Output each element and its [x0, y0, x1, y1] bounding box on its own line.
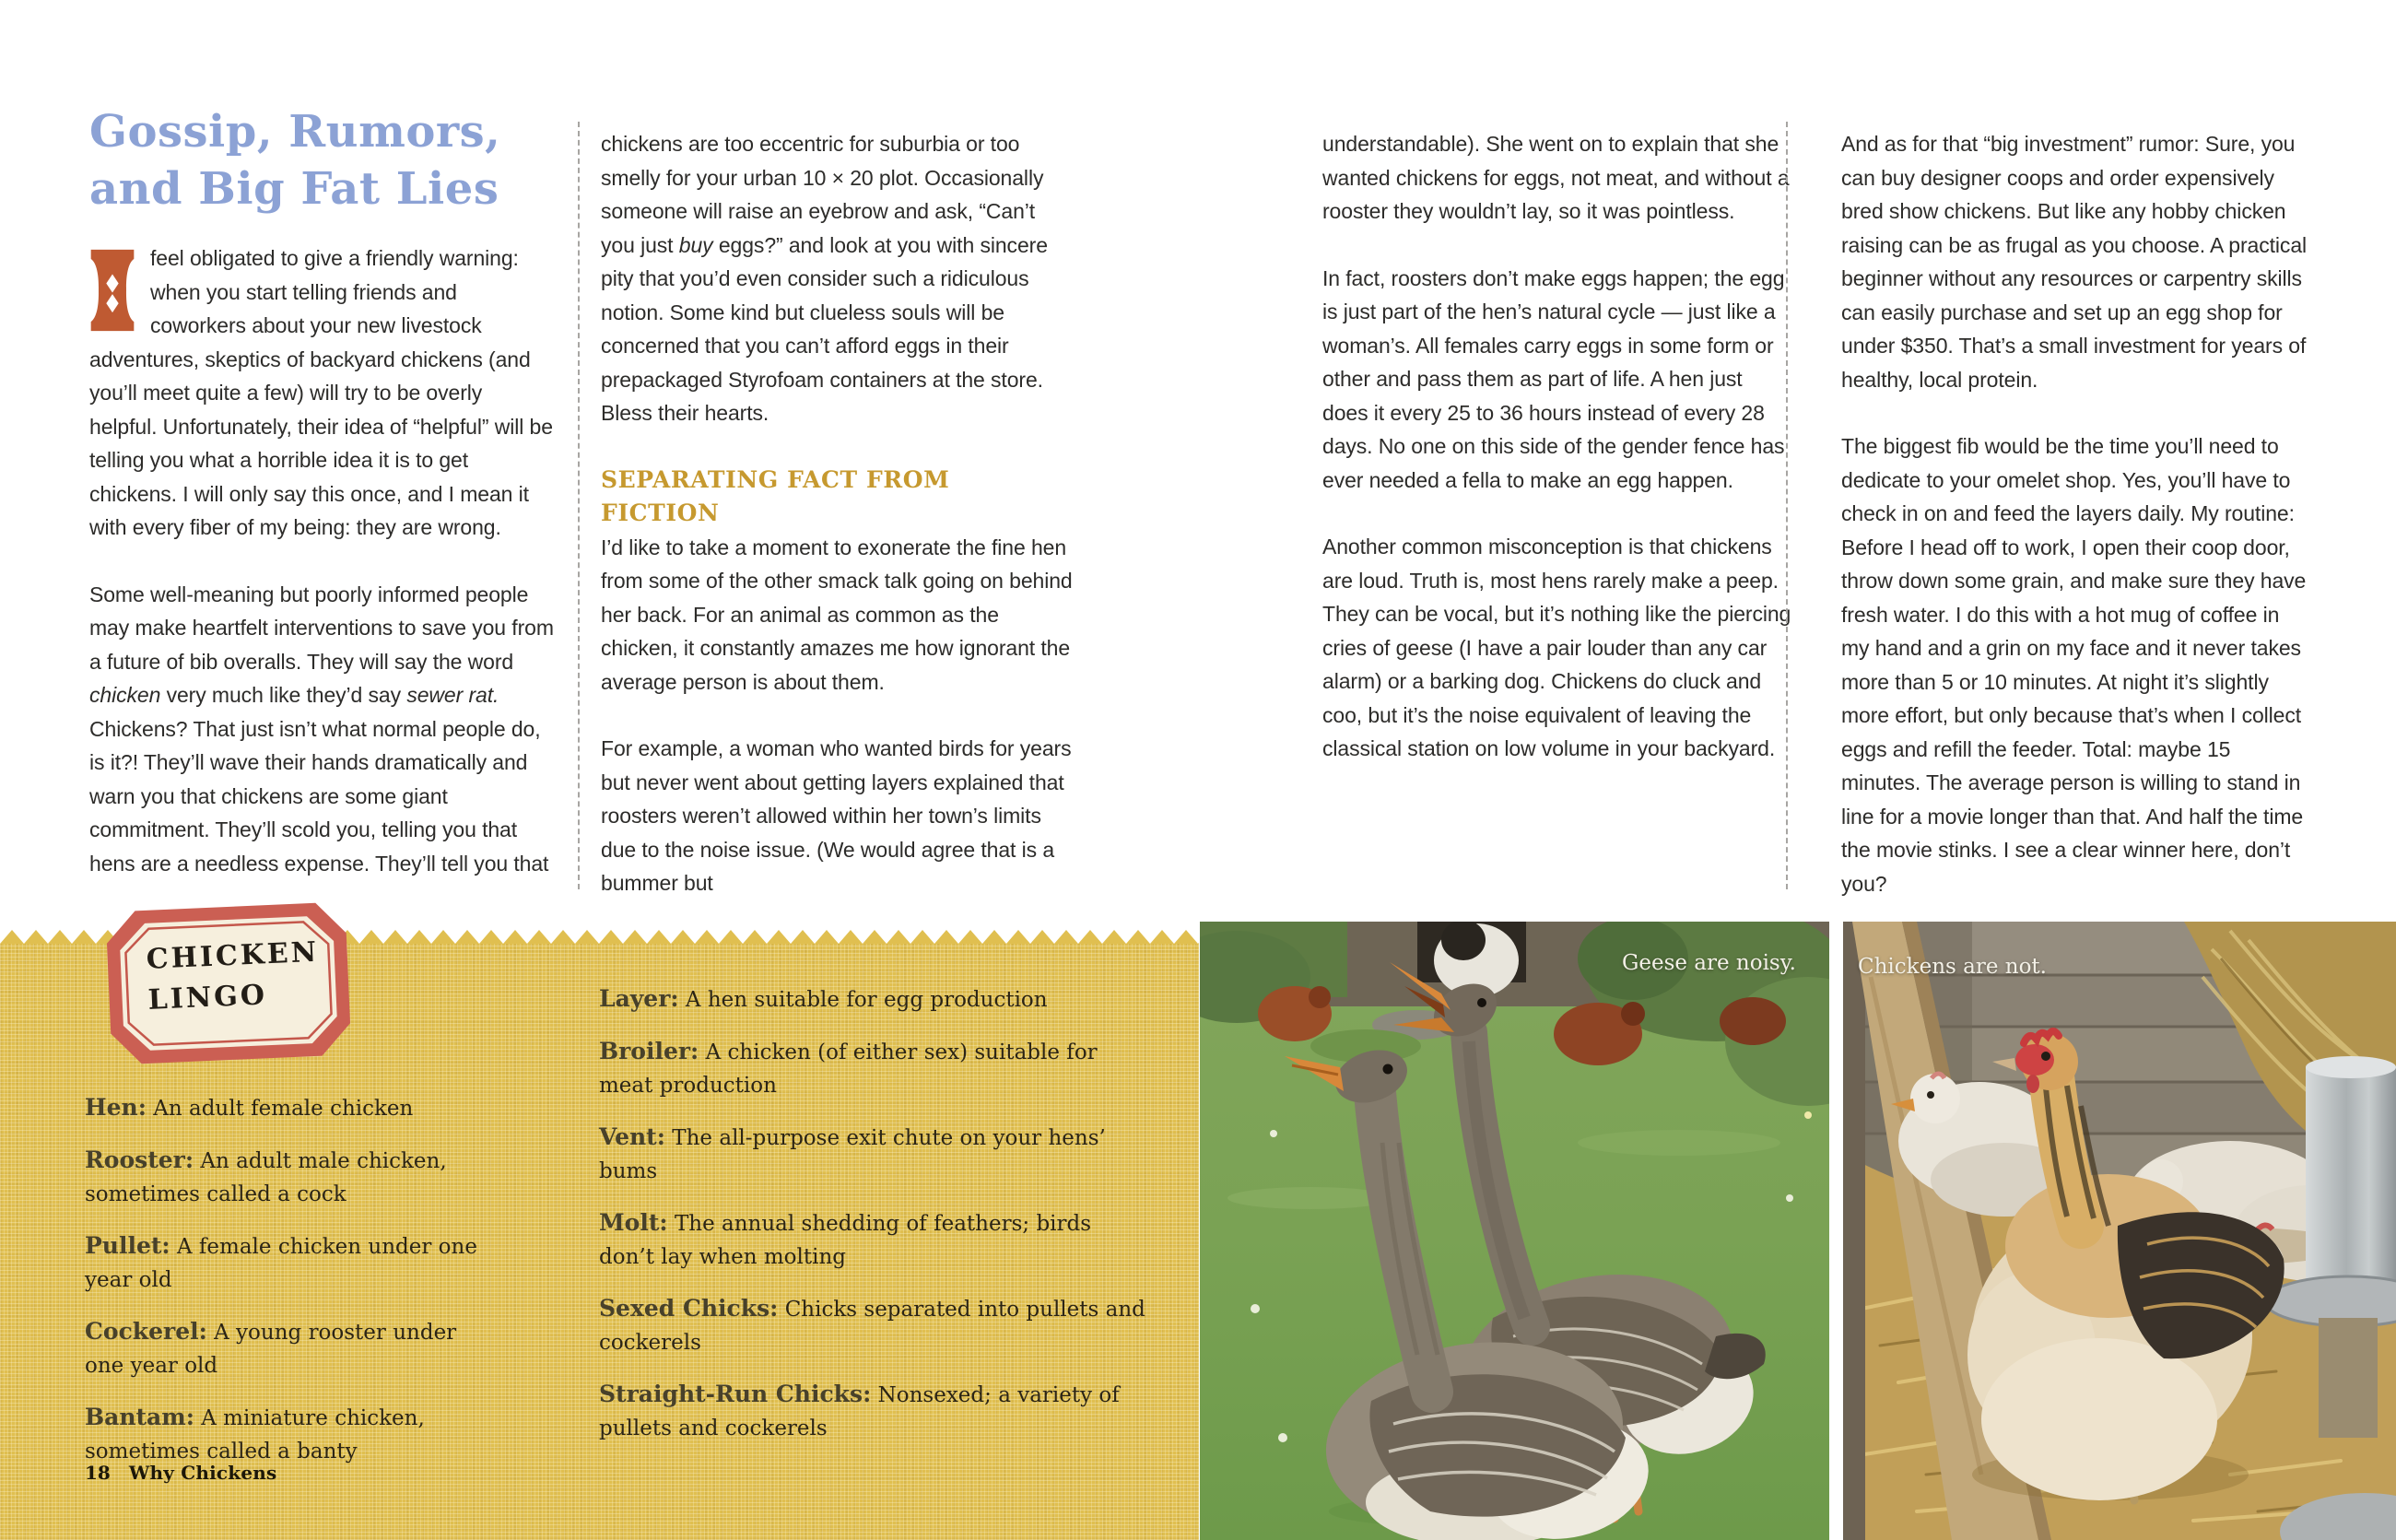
italic-text: chicken: [89, 683, 161, 707]
badge-line-1: CHICKEN: [146, 935, 320, 976]
column-divider: [1786, 122, 1788, 889]
lingo-entry: [599, 1206, 1152, 1274]
lingo-term: Cockerel:: [85, 1318, 207, 1345]
body-text: The biggest fib would be the time you’ll need to dedicate to your omelet shop. Yes, you’ll have to check in on and feed the layers daily. My routine: Before I head off to work, I open their coop door, throw down some grain, and make sure they have fresh water. I do this with a hot mug of coffee in my hand and a grin on my face and it never takes more than 5 or 10 minutes. At night it’s slightly more effort, but only because that’s when I collect eggs and refill the feeder. Total: maybe 15 minutes. The average person is willing to stand in line for a movie longer than that. And half the time the movie stinks. I see a clear winner here, don’t you?: [1841, 434, 2307, 896]
dropcap-letter-i: [89, 248, 135, 333]
lingo-definition: A miniature chicken, sometimes called a banty: [85, 1406, 425, 1464]
italic-text: sewer rat.: [406, 683, 499, 707]
footer-section-title: Why Chickens: [128, 1462, 277, 1484]
section-subhead: SEPARATING FACT FROM FICTION: [601, 465, 950, 526]
column-4: [1841, 127, 2313, 934]
body-text: eggs?” and look at you with sincere pity that you’d even consider such a ridiculous notion. Some kind but clueless souls will be concerned that you can’t afford eggs in their prepackaged Styrofoam containers at the store. Bless their hearts.: [601, 232, 1048, 425]
column-1: [89, 103, 555, 913]
geese-photo: [1200, 922, 1829, 1540]
lingo-term: Hen:: [85, 1094, 147, 1121]
page-footer: [85, 1462, 276, 1484]
paragraph: [601, 127, 1073, 430]
body-text: Some well-meaning but poorly informed people may make heartfelt interventions to save you from a future of bib overalls. They will say the word: [89, 582, 554, 674]
lingo-entry: [599, 982, 1152, 1017]
lingo-entry: [599, 1035, 1152, 1102]
lingo-list-left: [85, 1091, 488, 1487]
chicken-lingo-panel: [0, 935, 1199, 1540]
body-text: And as for that “big investment” rumor: Sure, you can buy designer coops and order expensively bred show chickens. But like any hobby chicken raising can be as frugal as you choose. A practical beginner without any resources or carpentry skills can easily purchase and set up an egg shop for under $350. That’s a small investment for years of healthy, local protein.: [1841, 132, 2308, 392]
lingo-entry: [85, 1144, 488, 1211]
chapter-title: [89, 103, 555, 217]
lingo-definition: A hen suitable for egg production: [685, 988, 1048, 1012]
paragraph: [1322, 530, 1792, 766]
lingo-entry: [85, 1315, 488, 1382]
lingo-term: Layer:: [599, 985, 679, 1012]
lingo-term: Pullet:: [85, 1232, 170, 1259]
body-text: very much like they’d say: [160, 683, 407, 707]
dropcap-text: [89, 333, 90, 334]
body-text: understandable). She went on to explain that she wanted chickens for eggs, not meat, and without a rooster they wouldn’t lay, so it was pointless.: [1322, 132, 1790, 223]
paragraph: [601, 531, 1073, 699]
page-number: 18: [85, 1462, 111, 1484]
lingo-definition: A chicken (of either sex) suitable for meat production: [599, 1040, 1098, 1098]
chickens-illustration: [1843, 922, 2396, 1540]
lingo-entry: [599, 1121, 1152, 1188]
lingo-definition: The annual shedding of feathers; birds don’t lay when molting: [599, 1212, 1092, 1269]
body-text: chickens are too eccentric for suburbia or too smelly for your urban 10 × 20 plot. Occasionally someone will raise an eyebrow and ask, “Can’t you just: [601, 132, 1044, 257]
body-text: Chickens? That just isn’t what normal people do, is it?! They’ll wave their hands dramatically and warn you that chickens are some giant commitment. They’ll scold you, telling you that hens are a needless expense. They’ll tell you that: [89, 716, 549, 876]
title-line-1: Gossip, Rumors,: [89, 106, 501, 158]
body-text: In fact, roosters don’t make eggs happen; the egg is just part of the hen’s natural cycle — just like a woman’s. All females carry eggs in some form or other and pass them as part of life. A hen just does it every 25 to 36 hours instead of every 28 days. No one on this side of the gender fence has ever needed a fella to make an egg happen.: [1322, 265, 1785, 492]
lingo-entry: [85, 1229, 488, 1297]
lingo-definition: An adult male chicken, sometimes called a cock: [85, 1149, 447, 1206]
italic-text: buy: [678, 232, 713, 257]
paragraph: [1322, 262, 1792, 498]
column-2: [601, 127, 1073, 934]
title-line-2: and Big Fat Lies: [89, 163, 499, 215]
lingo-term: Bantam:: [85, 1404, 194, 1430]
paragraph: [89, 241, 555, 545]
badge-title: [146, 933, 322, 1021]
lingo-definition: The all-purpose exit chute on your hens’ bums: [599, 1126, 1106, 1183]
lingo-term: Straight-Run Chicks:: [599, 1381, 872, 1407]
column-3: [1322, 127, 1792, 799]
paragraph: [601, 732, 1073, 900]
column-divider: [578, 122, 580, 889]
lingo-term: Vent:: [599, 1123, 665, 1150]
lingo-definition: Nonsexed; a variety of pullets and cockerels: [599, 1383, 1120, 1440]
badge-line-2: LINGO: [147, 979, 268, 1017]
body-text: For example, a woman who wanted birds for years but never went about getting layers explained that roosters weren’t allowed within her town’s limits due to the noise issue. (We would agree that is a bummer but: [601, 736, 1072, 895]
lingo-definition: A young rooster under one year old: [85, 1321, 457, 1378]
geese-caption: Geese are noisy.: [1621, 951, 1796, 975]
lingo-entry: [599, 1378, 1152, 1445]
body-text: I’d like to take a moment to exonerate the fine hen from some of the other smack talk going on behind her back. For an animal as common as the chicken, it constantly amazes me how ignorant the average person is about them.: [601, 535, 1073, 694]
chickens-caption: Chickens are not.: [1858, 955, 2047, 979]
body-text: feel obligated to give a friendly warning: when you start telling friends and coworkers about your new livestock adventures, skeptics of backyard chickens (and you’ll meet quite a few) will try to be overly helpful. Unfortunately, their idea of “helpful” will be telling you what a horrible idea it is to get chickens. I will only say this once, and I mean it with every fiber of my being: they are wrong.: [89, 246, 553, 539]
lingo-term: Sexed Chicks:: [599, 1295, 779, 1322]
lingo-entry: [85, 1401, 488, 1468]
lingo-entry: [599, 1292, 1152, 1359]
lingo-term: Rooster:: [85, 1146, 194, 1173]
geese-illustration: [1200, 922, 1829, 1540]
chickens-photo: [1843, 922, 2396, 1540]
lingo-term: Broiler:: [599, 1038, 699, 1064]
paragraph: [89, 578, 555, 881]
lingo-term: Molt:: [599, 1209, 668, 1236]
chicken-lingo-badge: [103, 899, 353, 1066]
lingo-list-right: [599, 982, 1152, 1464]
dropcap-i-icon: [89, 248, 135, 333]
lingo-definition: An adult female chicken: [153, 1097, 414, 1121]
paragraph: [1841, 127, 2313, 396]
lingo-definition: A female chicken under one year old: [85, 1235, 477, 1292]
paragraph: [1322, 127, 1792, 229]
lingo-entry: [85, 1091, 488, 1125]
lingo-definition: Chicks separated into pullets and cockerels: [599, 1298, 1145, 1355]
paragraph: [1841, 429, 2313, 900]
body-text: Another common misconception is that chickens are loud. Truth is, most hens rarely make a peep. They can be vocal, but it’s nothing like the piercing cries of geese (I have a pair louder than any car alarm) or a barking dog. Chickens do cluck and coo, but it’s the noise equivalent of leaving the classical station on low volume in your backyard.: [1322, 535, 1791, 760]
